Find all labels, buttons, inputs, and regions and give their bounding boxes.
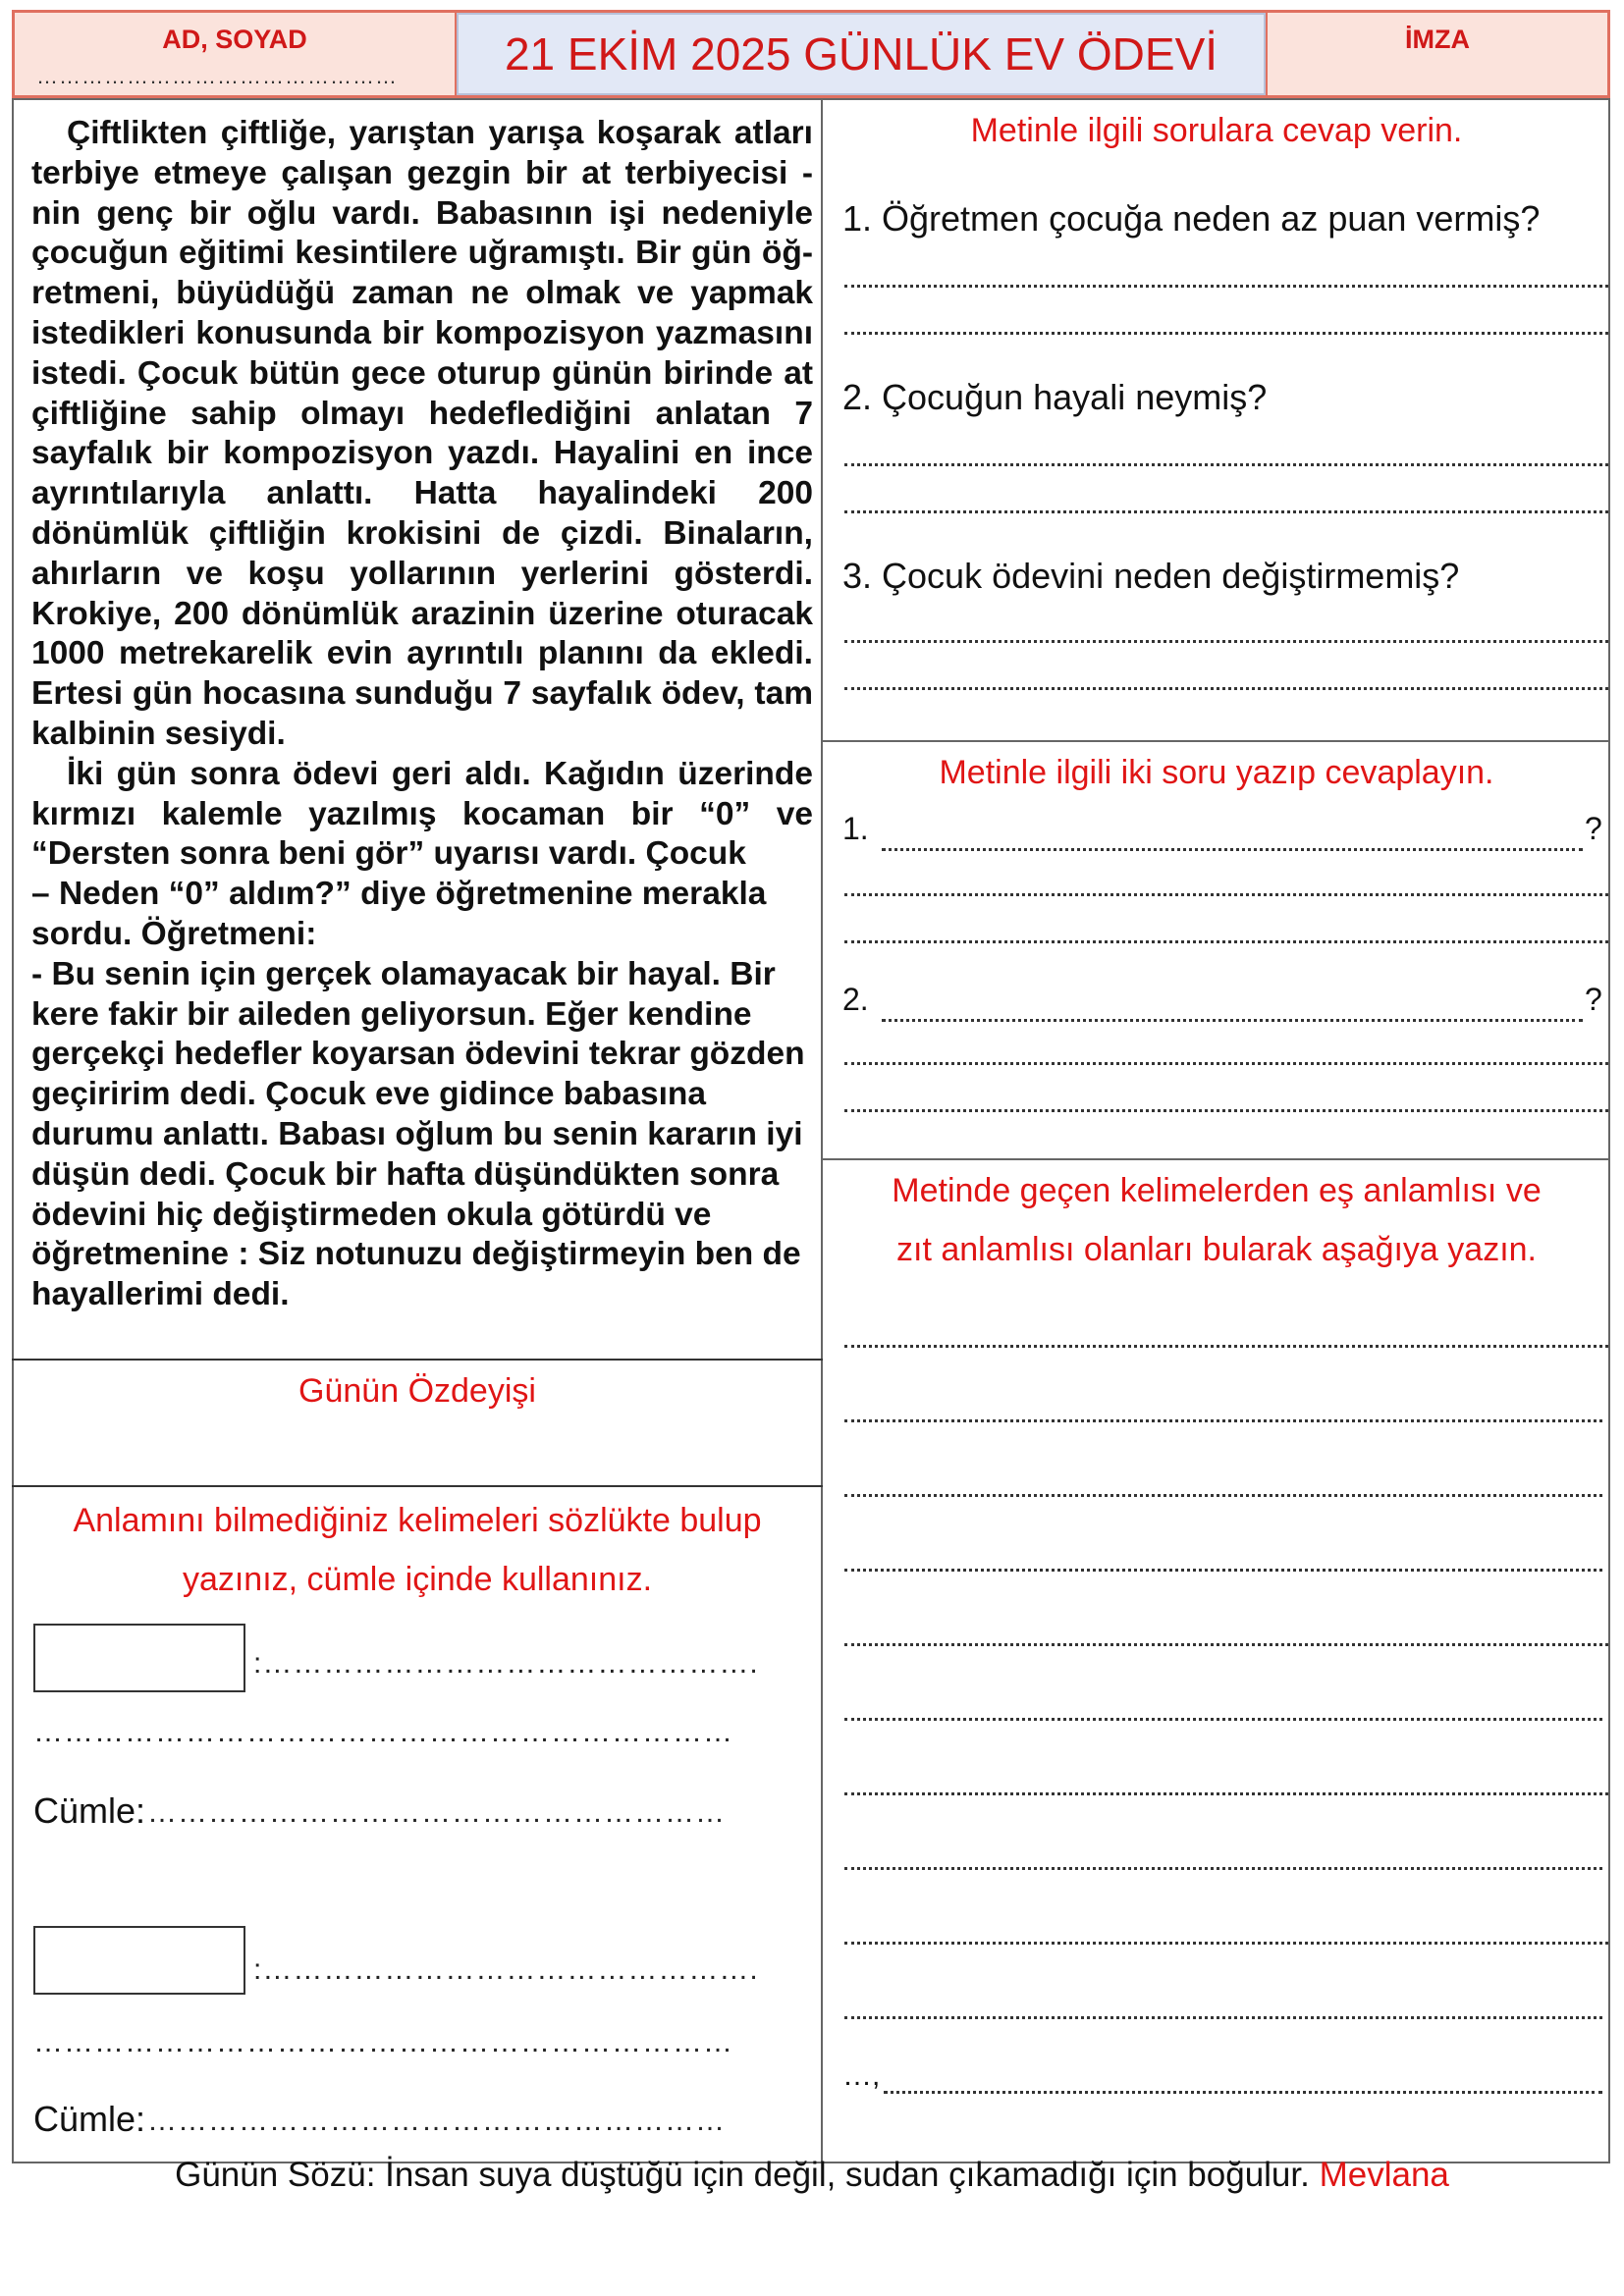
motto-bottom-line <box>12 1485 823 1487</box>
write-question-2-line[interactable] <box>882 1019 1583 1022</box>
vocab-meaning-dots-2[interactable]: :…………………………………………. <box>253 1953 759 1986</box>
synonym-line-8[interactable] <box>844 1867 1602 1870</box>
motto-title: Günün Özdeyişi <box>298 1372 536 1410</box>
write-question-2-number: 2. <box>842 982 869 1017</box>
synonyms-instruction-1: Metinde geçen kelimelerden eş anlamlısı ve <box>892 1172 1542 1209</box>
synonym-line-6[interactable] <box>844 1718 1602 1721</box>
vocab-line-dots-2[interactable]: …………………………………………………………… <box>33 2026 733 2058</box>
write-question-1-qmark: ? <box>1585 811 1602 846</box>
footer-quote <box>0 2156 1624 2195</box>
sentence-dots-2[interactable]: ………………………………………………… <box>147 2105 726 2137</box>
synonym-line-4[interactable] <box>844 1569 1602 1572</box>
answer-line-2b[interactable] <box>844 510 1608 513</box>
question-3: 3. Çocuk ödevini neden değiştirmemiş? <box>842 556 1460 596</box>
vocab-word-box-2[interactable] <box>33 1926 245 1995</box>
name-field-cell[interactable] <box>15 13 457 95</box>
sentence-dots-1[interactable]: ………………………………………………… <box>147 1796 726 1829</box>
questions-instruction: Metinle ilgili sorulara cevap verin. <box>970 112 1463 149</box>
header-bar <box>12 10 1610 98</box>
synonym-line-11[interactable] <box>884 2091 1602 2094</box>
write-answer-1a[interactable] <box>844 893 1608 896</box>
signature-cell[interactable] <box>1266 13 1607 95</box>
synonym-line-9[interactable] <box>844 1942 1608 1945</box>
question-1: 1. Öğretmen çocuğa neden az puan vermiş? <box>842 198 1541 239</box>
vocab-instruction-2: yazınız, cümle içinde kullanınız. <box>182 1561 653 1598</box>
write-answer-2a[interactable] <box>844 1062 1608 1065</box>
answer-line-1b[interactable] <box>844 332 1608 335</box>
synonym-line-11-prefix: …, <box>842 2059 881 2092</box>
vocab-meaning-dots-1[interactable]: :…………………………………………. <box>253 1647 759 1680</box>
synonym-line-3[interactable] <box>844 1494 1602 1497</box>
synonym-line-2[interactable] <box>844 1419 1602 1422</box>
quote-author: Mevlana <box>1319 2156 1449 2194</box>
synonym-line-5[interactable] <box>844 1643 1608 1646</box>
synonyms-instruction-2: zıt anlamlısı olanları bularak aşağıya yazın. <box>896 1231 1537 1268</box>
story-text <box>31 114 813 1315</box>
signature-label: İMZA <box>1405 25 1470 54</box>
write-answer-1b[interactable] <box>844 940 1608 943</box>
story-reply-line: - Bu senin için gerçek olamayacak bir hayal. Bir kere fakir bir aileden geliyorsun. Eğer kendine gerçekçi hedefler koyarsan ödevini tekrar gözden geçiririm dedi. Çocuk eve gidince babasına durumu anlattı. Babası oğlum bu senin kararın iyi düşün dedi. Çocuk bir hafta düşündükten sonra ödevini hiç değiştirmeden okula götürdü ve öğretmenine : Siz notunuzu değiştirmeyin ben de hayallerimi dedi. <box>31 955 805 1313</box>
write-question-2-qmark: ? <box>1585 982 1602 1017</box>
questions-divider <box>823 740 1610 742</box>
write-answer-2b[interactable] <box>844 1109 1608 1112</box>
synonym-line-1[interactable] <box>844 1345 1608 1348</box>
vocab-line-dots-1[interactable]: …………………………………………………………… <box>33 1716 733 1748</box>
motto-top-line <box>12 1359 823 1361</box>
answer-line-3a[interactable] <box>844 640 1608 643</box>
answer-line-1a[interactable] <box>844 285 1608 288</box>
story-paragraph-1: Çiftlikten çiftliğe, yarıştan yarışa koşarak atları terbiye etmeye çalışan gezgin bir at terbiyecisi -nin genç bir oğlu vardı. Babasının işi nedeniyle çocuğun eğitimi kesintilere uğramıştı. Bir gün öğ-retmeni, büyüdüğü zaman ne olmak ve yapmak istedikleri konusunda bir kompozisyon yazmasını istedi. Çocuk bütün gece oturup günün birinde at çiftliğine sahip olmayı hedeflediğini anlatan 7 sayfalık bir kompozisyon yazdı. Hayalini en ince ayrıntılarıyla anlattı. Hatta hayalindeki 200 dönümlük çiftliğin krokisini de çizdi. Binaların, ahırların ve koşu yollarının yerlerini gösterdi. Krokiye, 200 dönümlük arazinin üzerine oturacak 1000 metrekarelik evin ayrıntılı planını da ekledi. Ertesi gün hocasına sunduğu 7 sayfalık ödev, tam kalbinin sesiydi. <box>31 115 813 752</box>
name-dots: ………………………………………… <box>36 64 398 88</box>
page-title: 21 EKİM 2025 GÜNLÜK EV ÖDEVİ <box>504 28 1218 80</box>
name-label: AD, SOYAD <box>162 25 307 54</box>
story-dialog-line: – Neden “0” aldım?” diye öğretmenine merakla sordu. Öğretmeni: <box>31 876 767 952</box>
synonym-line-7[interactable] <box>844 1792 1608 1795</box>
sentence-label-2: Cümle: <box>33 2099 146 2139</box>
column-divider <box>821 98 823 2163</box>
question-2: 2. Çocuğun hayali neymiş? <box>842 377 1268 417</box>
answer-line-3b[interactable] <box>844 687 1608 690</box>
write-question-1-line[interactable] <box>882 848 1583 851</box>
answer-line-2a[interactable] <box>844 463 1608 466</box>
quote-text: Günün Sözü: İnsan suya düştüğü için değil, sudan çıkamadığı için boğulur. <box>175 2156 1310 2194</box>
write-questions-divider <box>823 1158 1610 1160</box>
vocab-instruction-1: Anlamını bilmediğiniz kelimeleri sözlükte bulup <box>73 1502 762 1539</box>
write-questions-instruction: Metinle ilgili iki soru yazıp cevaplayın. <box>939 754 1494 791</box>
sentence-label-1: Cümle: <box>33 1790 146 1831</box>
story-paragraph-2: İki gün sonra ödevi geri aldı. Kağıdın üzerinde kırmızı kalemle yazılmış kocaman bir “0” ve “Dersten sonra beni gör” uyarısı vardı. Çocuk <box>31 755 813 873</box>
vocab-word-box-1[interactable] <box>33 1624 245 1692</box>
title-cell <box>457 13 1266 95</box>
write-question-1-number: 1. <box>842 811 869 846</box>
synonym-line-10[interactable] <box>844 2016 1602 2019</box>
